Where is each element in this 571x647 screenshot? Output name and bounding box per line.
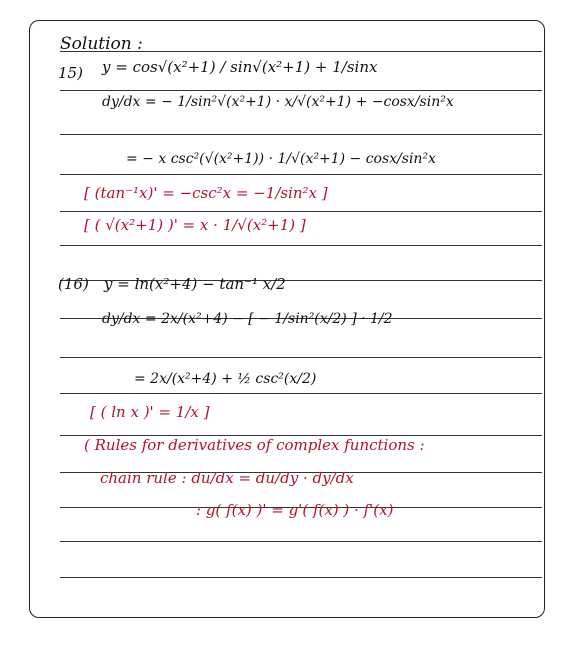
chain-rule-composition: : g( f(x) )' = g'( f(x) ) · f'(x): [196, 501, 394, 519]
rule-line: [60, 245, 542, 246]
p15-simplified: = − x csc²(√(x²+1)) · 1/√(x²+1) − cosx/sin²x: [126, 151, 436, 167]
rule-line: [60, 393, 542, 394]
problem-16-label: (16): [58, 275, 89, 293]
rule-line: [60, 134, 542, 135]
p16-equation-y: y = ln(x²+4) − tan⁻¹ x/2: [104, 275, 286, 293]
rule-line: [60, 541, 542, 542]
rule-line: [60, 211, 542, 212]
rule-line: [60, 357, 542, 358]
p15-note-sqrt: [ ( √(x²+1) )' = x · 1/√(x²+1) ]: [84, 216, 306, 234]
p16-derivative: dy/dx = 2x/(x²+4) − [ − 1/sin²(x/2) ] · 1/2: [102, 311, 393, 327]
rules-heading: ( Rules for derivatives of complex functions :: [84, 436, 425, 454]
solution-title: Solution :: [60, 34, 143, 54]
p15-derivative: dy/dx = − 1/sin²√(x²+1) · x/√(x²+1) + −cosx/sin²x: [102, 94, 454, 110]
rule-line: [60, 577, 542, 578]
p16-simplified: = 2x/(x²+4) + ½ csc²(x/2): [134, 371, 317, 387]
problem-15-label: 15): [58, 64, 83, 82]
rule-line: [60, 174, 542, 175]
p15-note-arctan: [ (tan⁻¹x)' = −csc²x = −1/sin²x ]: [84, 184, 328, 202]
p15-equation-y: y = cos√(x²+1) / sin√(x²+1) + 1/sinx: [102, 58, 378, 76]
rule-line: [60, 90, 542, 91]
p16-note-ln: [ ( ln x )' = 1/x ]: [90, 403, 210, 421]
chain-rule: chain rule : du/dx = du/dy · dy/dx: [100, 469, 354, 487]
